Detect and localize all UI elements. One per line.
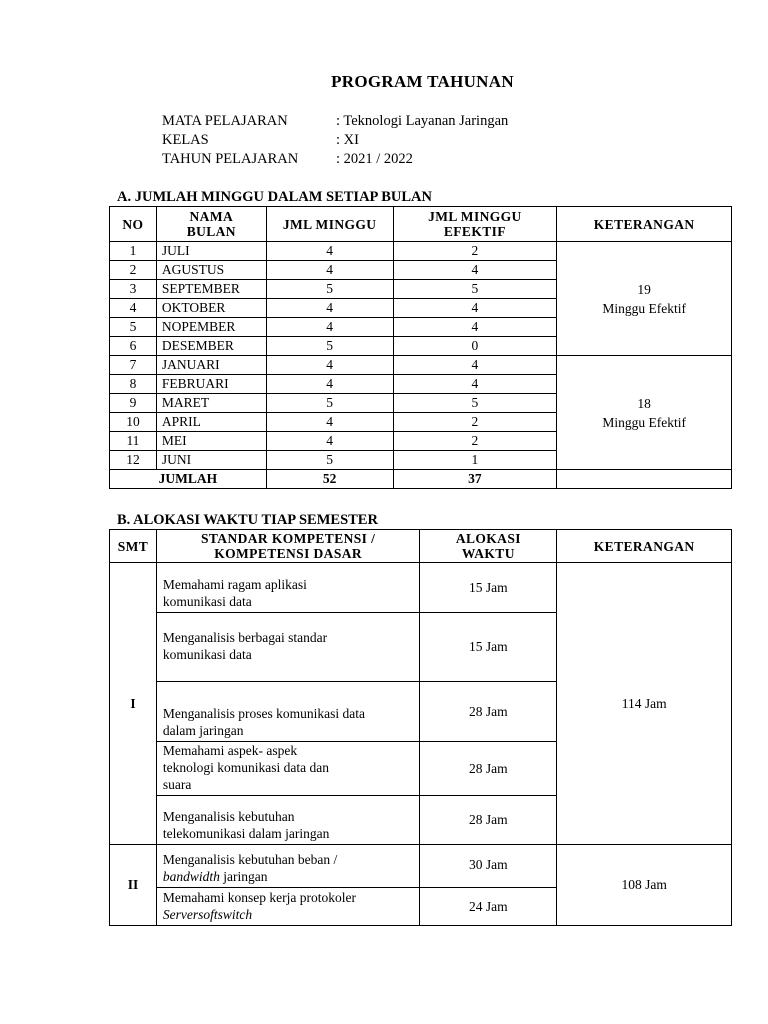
total-ket xyxy=(557,470,732,489)
cell-no: 10 xyxy=(110,413,157,432)
cell-minggu: 4 xyxy=(266,318,393,337)
cell-efektif: 1 xyxy=(393,451,557,470)
info-value: : Teknologi Layanan Jaringan xyxy=(336,113,509,129)
sk-line: Memahami ragam aplikasi xyxy=(162,577,307,592)
cell-aw: 15 Jam xyxy=(420,613,557,682)
cell-bulan: JANUARI xyxy=(156,356,266,375)
sk-line: Menganalisis kebutuhan beban / xyxy=(162,852,338,867)
cell-bulan: NOPEMBER xyxy=(156,318,266,337)
header-no: NO xyxy=(110,207,157,242)
cell-aw: 30 Jam xyxy=(420,845,557,888)
cell-efektif: 5 xyxy=(393,280,557,299)
cell-no: 9 xyxy=(110,394,157,413)
cell-minggu: 4 xyxy=(266,356,393,375)
cell-no: 4 xyxy=(110,299,157,318)
cell-minggu: 4 xyxy=(266,413,393,432)
sk-line: komunikasi data xyxy=(162,594,252,609)
cell-sk xyxy=(156,845,419,888)
cell-smt-2: II xyxy=(110,845,157,926)
sk-line: Menganalisis kebutuhan xyxy=(162,809,295,824)
cell-no: 1 xyxy=(110,242,157,261)
cell-no: 5 xyxy=(110,318,157,337)
table-row xyxy=(110,242,732,261)
cell-ket-sem2: 108 Jam xyxy=(557,845,732,926)
ket-sem2-text: Minggu Efektif xyxy=(602,414,686,430)
cell-aw: 28 Jam xyxy=(420,682,557,742)
sk-line: dalam jaringan xyxy=(162,723,244,738)
cell-bulan: MARET xyxy=(156,394,266,413)
sk-line xyxy=(163,868,419,885)
cell-bulan: AGUSTUS xyxy=(156,261,266,280)
header-sk: STANDAR KOMPETENSI / KOMPETENSI DASAR xyxy=(156,530,419,563)
cell-sk xyxy=(156,563,419,613)
cell-aw: 15 Jam xyxy=(420,563,557,613)
info-label: TAHUN PELAJARAN xyxy=(162,151,299,167)
cell-bulan: MEI xyxy=(156,432,266,451)
cell-efektif: 2 xyxy=(393,413,557,432)
cell-efektif: 4 xyxy=(393,318,557,337)
cell-ket-sem1: 114 Jam xyxy=(557,563,732,845)
cell-efektif: 4 xyxy=(393,261,557,280)
header-efektif: JML MINGGU EFEKTIF xyxy=(393,207,557,242)
cell-sk xyxy=(156,613,419,682)
cell-minggu: 4 xyxy=(266,242,393,261)
ket-sem1-text: Minggu Efektif xyxy=(602,300,686,316)
ket-sem1-num: 19 xyxy=(637,281,651,297)
info-row-kelas xyxy=(162,131,508,150)
cell-bulan: JULI xyxy=(156,242,266,261)
sk-line: Menganalisis proses komunikasi data xyxy=(162,706,365,721)
table-header-row xyxy=(110,207,732,242)
info-block xyxy=(162,112,508,169)
info-label: KELAS xyxy=(162,132,209,148)
cell-bulan: DESEMBER xyxy=(156,337,266,356)
sk-line xyxy=(163,906,419,923)
cell-minggu: 4 xyxy=(266,261,393,280)
sk-rest: jaringan xyxy=(219,869,268,884)
cell-aw: 24 Jam xyxy=(420,888,557,926)
cell-minggu: 4 xyxy=(266,432,393,451)
cell-bulan: APRIL xyxy=(156,413,266,432)
cell-bulan: OKTOBER xyxy=(156,299,266,318)
sk-line: telekomunikasi dalam jaringan xyxy=(162,826,330,841)
table-row xyxy=(110,356,732,375)
info-row-mata-pelajaran xyxy=(162,112,508,131)
sk-line: Menganalisis berbagai standar xyxy=(162,630,328,645)
cell-minggu: 5 xyxy=(266,337,393,356)
ket-sem2-num: 18 xyxy=(637,395,651,411)
header-ket: KETERANGAN xyxy=(557,530,732,563)
cell-aw: 28 Jam xyxy=(420,796,557,845)
sk-line: teknologi komunikasi data dan xyxy=(162,760,329,775)
header-bulan: NAMA BULAN xyxy=(156,207,266,242)
weeks-table xyxy=(109,206,732,489)
cell-smt-1: I xyxy=(110,563,157,845)
total-minggu: 52 xyxy=(266,470,393,489)
cell-minggu: 4 xyxy=(266,375,393,394)
total-row xyxy=(110,470,732,489)
sk-line: Memahami aspek- aspek xyxy=(162,743,298,758)
cell-sk xyxy=(156,682,419,742)
cell-efektif: 4 xyxy=(393,375,557,394)
cell-no: 8 xyxy=(110,375,157,394)
cell-bulan: FEBRUARI xyxy=(156,375,266,394)
info-row-tahun-pelajaran xyxy=(162,150,508,169)
cell-efektif: 2 xyxy=(393,242,557,261)
table-header-row xyxy=(110,530,732,563)
cell-aw: 28 Jam xyxy=(420,742,557,796)
cell-no: 11 xyxy=(110,432,157,451)
cell-minggu: 5 xyxy=(266,451,393,470)
header-minggu: JML MINGGU xyxy=(266,207,393,242)
total-efektif: 37 xyxy=(393,470,557,489)
cell-minggu: 4 xyxy=(266,299,393,318)
total-label: JUMLAH xyxy=(110,470,267,489)
header-aw: ALOKASI WAKTU xyxy=(420,530,557,563)
cell-ket-sem1 xyxy=(557,242,732,356)
cell-efektif: 4 xyxy=(393,299,557,318)
cell-no: 6 xyxy=(110,337,157,356)
cell-efektif: 5 xyxy=(393,394,557,413)
cell-efektif: 2 xyxy=(393,432,557,451)
header-smt: SMT xyxy=(110,530,157,563)
header-ket: KETERANGAN xyxy=(557,207,732,242)
cell-sk xyxy=(156,888,419,926)
cell-sk xyxy=(156,742,419,796)
cell-efektif: 0 xyxy=(393,337,557,356)
allocation-table xyxy=(109,529,732,926)
sk-line: komunikasi data xyxy=(162,647,252,662)
cell-minggu: 5 xyxy=(266,280,393,299)
table-row xyxy=(110,563,732,613)
sk-italic: bandwidth xyxy=(162,869,220,884)
cell-sk xyxy=(156,796,419,845)
table-row xyxy=(110,845,732,888)
cell-no: 12 xyxy=(110,451,157,470)
section-a-title: A. JUMLAH MINGGU DALAM SETIAP BULAN xyxy=(117,189,432,205)
sk-line: suara xyxy=(162,777,192,792)
cell-efektif: 4 xyxy=(393,356,557,375)
cell-bulan: SEPTEMBER xyxy=(156,280,266,299)
info-label: MATA PELAJARAN xyxy=(162,113,288,129)
cell-ket-sem2 xyxy=(557,356,732,470)
sk-line: Memahami konsep kerja protokoler xyxy=(162,890,356,905)
cell-no: 3 xyxy=(110,280,157,299)
cell-no: 2 xyxy=(110,261,157,280)
cell-minggu: 5 xyxy=(266,394,393,413)
cell-no: 7 xyxy=(110,356,157,375)
sk-italic: Serversoftswitch xyxy=(162,907,253,922)
info-value: : XI xyxy=(336,132,359,148)
page-title: PROGRAM TAHUNAN xyxy=(331,72,514,91)
info-value: : 2021 / 2022 xyxy=(336,151,413,167)
cell-bulan: JUNI xyxy=(156,451,266,470)
section-b-title: B. ALOKASI WAKTU TIAP SEMESTER xyxy=(117,512,378,528)
